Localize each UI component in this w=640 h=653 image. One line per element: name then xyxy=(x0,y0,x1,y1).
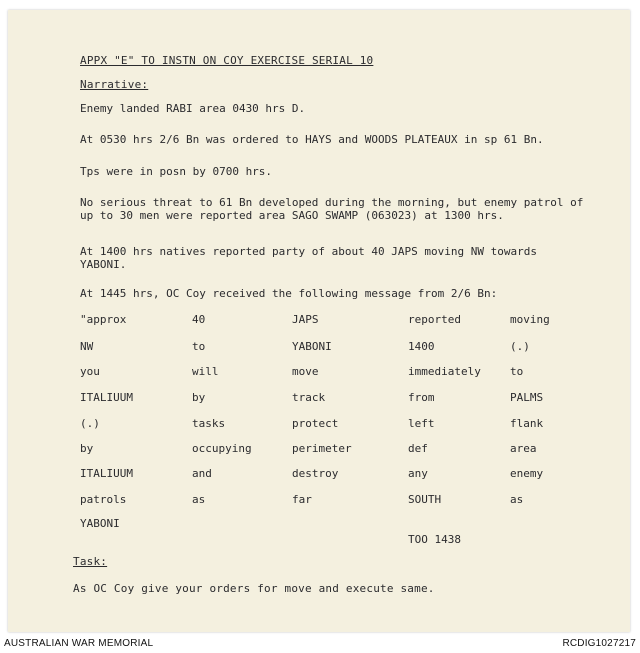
message-word: occupying xyxy=(192,442,252,455)
narrative-paragraph: Tps were in posn by 0700 hrs. xyxy=(80,165,273,178)
narrative-paragraph: At 1445 hrs, OC Coy received the following message from 2/6 Bn: xyxy=(80,287,498,300)
footer-id: RCDIG1027217 xyxy=(562,638,636,649)
document-title: APPX "E" TO INSTN ON COY EXERCISE SERIAL 10 xyxy=(80,54,374,67)
message-word: (.) xyxy=(80,417,100,430)
message-word: ITALIUUM xyxy=(80,467,133,480)
message-word: you xyxy=(80,365,100,378)
message-word: PALMS xyxy=(510,391,544,404)
message-word: JAPS xyxy=(292,313,319,326)
message-word: 40 xyxy=(192,313,206,326)
narrative-paragraph: No serious threat to 61 Bn developed during the morning, but enemy patrol of up to 30 men were reported area SAGO SWAMP (063023) at 1300 hrs. xyxy=(80,196,584,222)
message-word: (.) xyxy=(510,340,530,353)
message-word: as xyxy=(510,493,524,506)
message-word: enemy xyxy=(510,467,544,480)
task-text: As OC Coy give your orders for move and execute same. xyxy=(73,582,435,595)
message-word: area xyxy=(510,442,537,455)
message-word: left xyxy=(408,417,435,430)
message-word: to xyxy=(510,365,524,378)
message-word: immediately xyxy=(408,365,481,378)
message-word: any xyxy=(408,467,428,480)
narrative-heading: Narrative: xyxy=(80,78,149,91)
message-word: by xyxy=(80,442,94,455)
message-word: as xyxy=(192,493,206,506)
task-heading: Task: xyxy=(73,555,108,568)
message-word: TOO 1438 xyxy=(408,533,461,546)
message-word: far xyxy=(292,493,312,506)
message-word: by xyxy=(192,391,206,404)
message-word: 1400 xyxy=(408,340,435,353)
message-word: SOUTH xyxy=(408,493,442,506)
message-word: and xyxy=(192,467,212,480)
message-word: from xyxy=(408,391,435,404)
message-word: patrols xyxy=(80,493,127,506)
message-word: tasks xyxy=(192,417,226,430)
message-word: "approx xyxy=(80,313,127,326)
message-word: to xyxy=(192,340,206,353)
narrative-paragraph: At 0530 hrs 2/6 Bn was ordered to HAYS and WOODS PLATEAUX in sp 61 Bn. xyxy=(80,133,544,146)
message-word: def xyxy=(408,442,428,455)
message-word: will xyxy=(192,365,219,378)
message-word: moving xyxy=(510,313,550,326)
message-word: protect xyxy=(292,417,339,430)
message-word: YABONI xyxy=(80,517,120,530)
message-word: ITALIUUM xyxy=(80,391,133,404)
message-word: destroy xyxy=(292,467,339,480)
message-word: YABONI xyxy=(292,340,332,353)
message-word: flank xyxy=(510,417,544,430)
message-word: track xyxy=(292,391,326,404)
narrative-paragraph: Enemy landed RABI area 0430 hrs D. xyxy=(80,102,306,115)
message-word: reported xyxy=(408,313,461,326)
message-word: move xyxy=(292,365,319,378)
narrative-paragraph: At 1400 hrs natives reported party of about 40 JAPS moving NW towards YABONI. xyxy=(80,245,537,271)
message-word: NW xyxy=(80,340,94,353)
footer-source: AUSTRALIAN WAR MEMORIAL xyxy=(4,638,154,649)
message-word: perimeter xyxy=(292,442,352,455)
